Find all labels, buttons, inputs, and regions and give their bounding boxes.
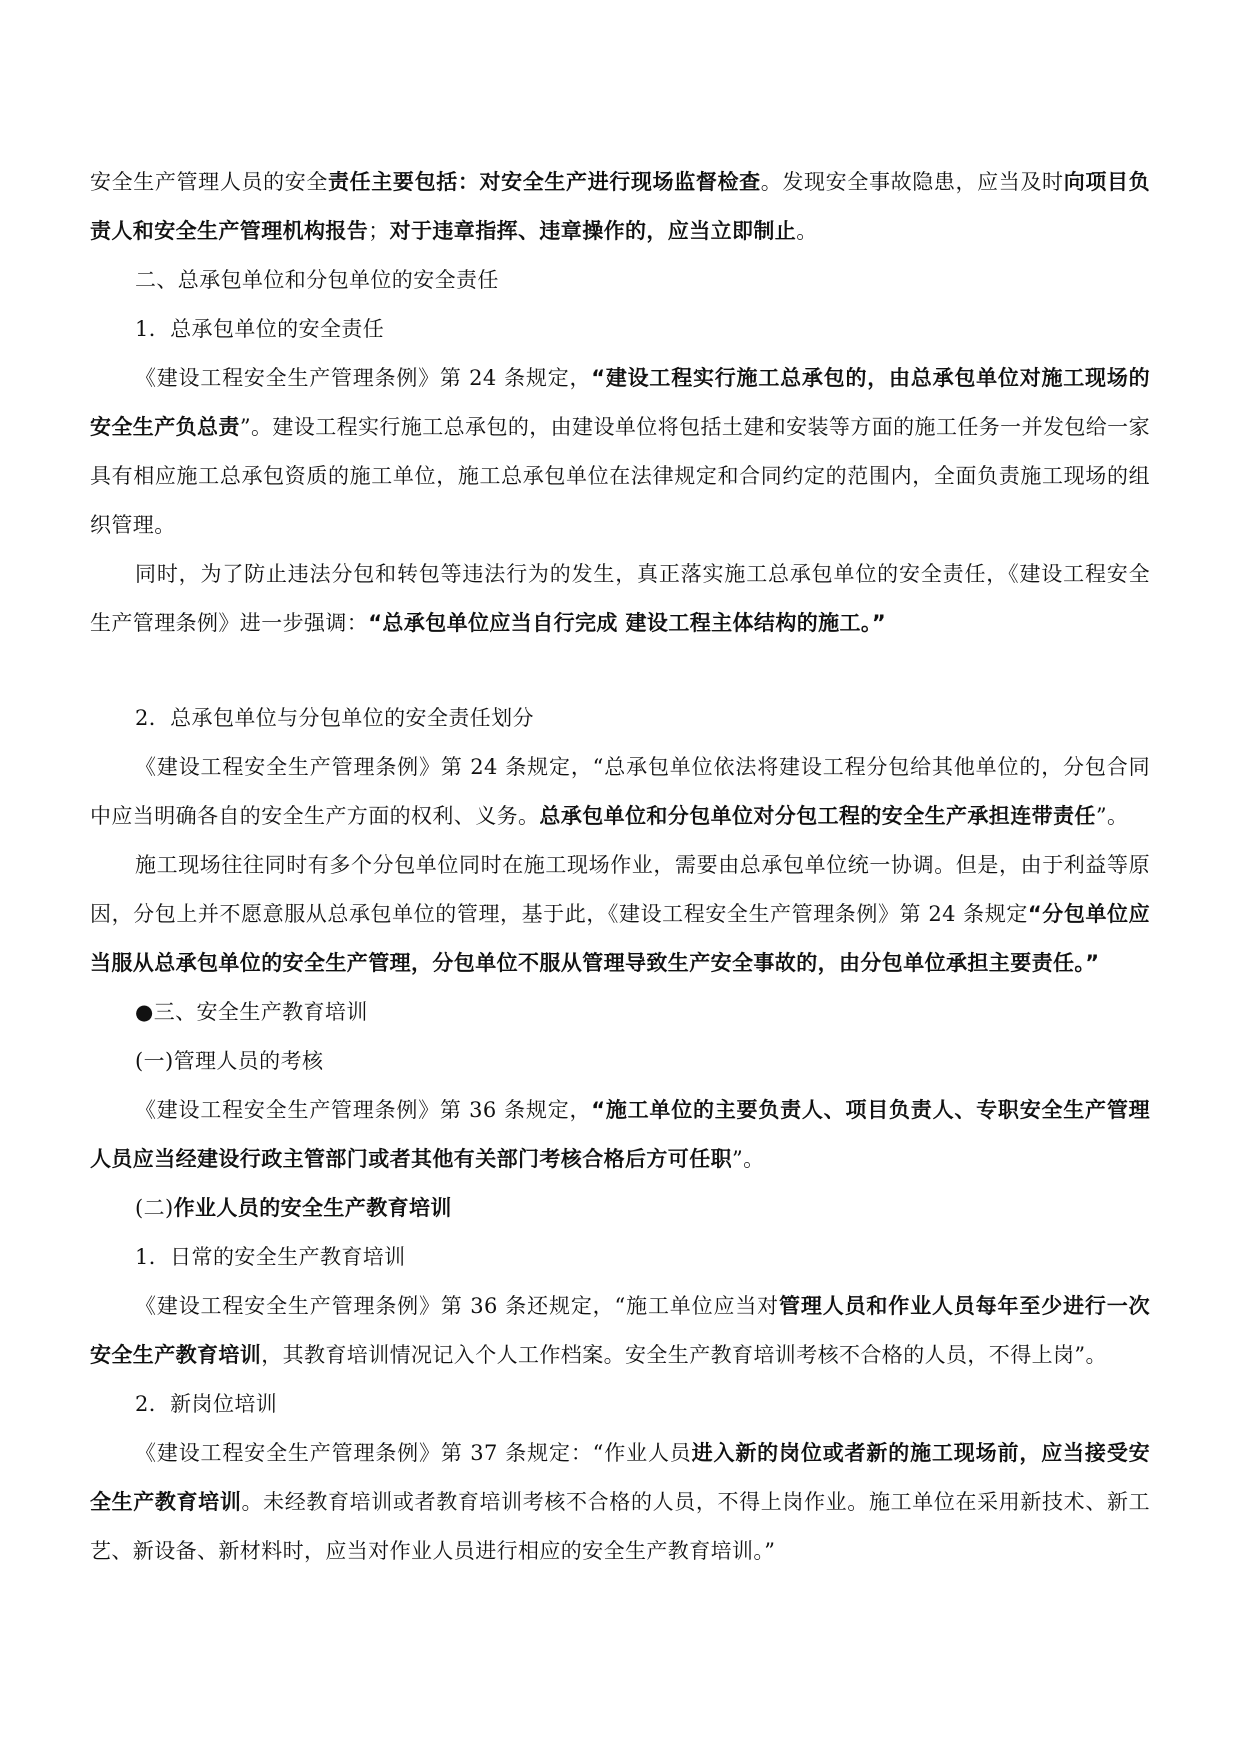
section-heading — [90, 694, 1150, 743]
section-heading — [90, 1380, 1150, 1429]
section-heading — [90, 256, 1150, 305]
emphasized-text: 总承包单位和分包单位对分包工程的安全生产承担连带责任 — [539, 804, 1096, 828]
text-run: 1．总承包单位的安全责任 — [135, 317, 385, 341]
emphasized-text: 管理人员和作业人员每年至少进行一次安全生产教育培训 — [90, 1294, 1150, 1367]
body-paragraph — [90, 1282, 1150, 1380]
text-run: 《建设工程安全生产管理条例》第 37 条规定：“作业人员 — [135, 1441, 692, 1465]
section-heading — [90, 1233, 1150, 1282]
text-run: 同时，为了防止违法分包和转包等违法行为的发生，真正落实施工总承包单位的安全责任，《建设工程安全生产管理条例》进一步强调： — [90, 562, 1150, 635]
text-run: 二、总承包单位和分包单位的安全责任 — [135, 268, 499, 292]
section-heading — [90, 305, 1150, 354]
paragraph-spacer — [90, 648, 1150, 694]
body-paragraph — [90, 354, 1150, 550]
text-run: 1．日常的安全生产教育培训 — [135, 1245, 406, 1269]
text-run: 《建设工程安全生产管理条例》第 24 条规定，“总承包单位依法将建设工程分包给其他单位的，分包合同中应当明确各自的安全生产方面的权利、义务。 — [90, 755, 1150, 828]
text-run: (一)管理人员的考核 — [135, 1049, 324, 1073]
emphasized-text: “分包单位应当服从总承包单位的安全生产管理，分包单位不服从管理导致生产安全事故的，由分包单位承担主要责任。” — [90, 902, 1151, 975]
emphasized-text: 责任主要包括：对安全生产进行现场监督检查 — [328, 170, 761, 194]
body-paragraph — [90, 841, 1150, 988]
body-paragraph — [90, 158, 1150, 256]
emphasized-text: 对于违章指挥、违章操作的，应当立即制止 — [389, 219, 797, 243]
emphasized-text: “总承包单位应当自行完成 建设工程主体结构的施工。” — [368, 611, 887, 635]
text-run: 《建设工程安全生产管理条例》第 24 条规定， — [135, 366, 592, 390]
text-run: (二) — [135, 1196, 174, 1220]
emphasized-text: 向项目负责人和安全生产管理机构报告 — [90, 170, 1150, 243]
emphasized-text: 进入新的岗位或者新的施工现场前，应当接受安全生产教育培训 — [90, 1441, 1150, 1514]
emphasized-text: “施工单位的主要负责人、项目负责人、专职安全生产管理人员应当经建设行政主管部门或者其他有关部门考核合格后方可任职 — [90, 1098, 1151, 1171]
text-run: ”。建设工程实行施工总承包的，由建设单位将包括土建和安装等方面的施工任务一并发包给一家具有相应施工总承包资质的施工单位，施工总承包单位在法律规定和合同约定的范围内，全面负责施工现场的组织管理。 — [90, 415, 1150, 537]
text-run: 《建设工程安全生产管理条例》第 36 条还规定，“施工单位应当对 — [135, 1294, 780, 1318]
text-run: 。 — [796, 219, 818, 243]
text-run: 2．总承包单位与分包单位的安全责任划分 — [135, 706, 534, 730]
text-run: ●三、安全生产教育培训 — [135, 1000, 368, 1024]
text-run: ； — [368, 219, 390, 243]
text-run: ”。 — [1095, 804, 1129, 828]
text-run: 2．新岗位培训 — [135, 1392, 278, 1416]
text-run: ，其教育培训情况记入个人工作档案。安全生产教育培训考核不合格的人员，不得上岗”。 — [261, 1343, 1107, 1367]
text-run: 。未经教育培训或者教育培训考核不合格的人员，不得上岗作业。施工单位在采用新技术、新工艺、新设备、新材料时，应当对作业人员进行相应的安全生产教育培训。” — [90, 1490, 1150, 1563]
text-run: 安全生产管理人员的安全 — [90, 170, 329, 194]
body-paragraph — [90, 1086, 1150, 1184]
body-paragraph — [90, 743, 1150, 841]
emphasized-text: 作业人员的安全生产教育培训 — [173, 1196, 452, 1220]
body-paragraph — [90, 550, 1150, 648]
text-run: ”。 — [732, 1147, 765, 1171]
emphasized-text: “建设工程实行施工总承包的，由总承包单位对施工现场的安全生产负总责 — [90, 366, 1151, 439]
section-heading — [90, 988, 1150, 1037]
section-heading — [90, 1184, 1150, 1233]
section-heading — [90, 1037, 1150, 1086]
text-run: 施工现场往往同时有多个分包单位同时在施工现场作业，需要由总承包单位统一协调。但是，由于利益等原因，分包上并不愿意服从总承包单位的管理，基于此，《建设工程安全生产管理条例》第 24 条规定 — [90, 853, 1150, 926]
text-run: 。发现安全事故隐患，应当及时 — [760, 170, 1064, 194]
text-run: 《建设工程安全生产管理条例》第 36 条规定， — [135, 1098, 592, 1122]
body-paragraph — [90, 1429, 1150, 1576]
document-body — [90, 158, 1150, 1576]
